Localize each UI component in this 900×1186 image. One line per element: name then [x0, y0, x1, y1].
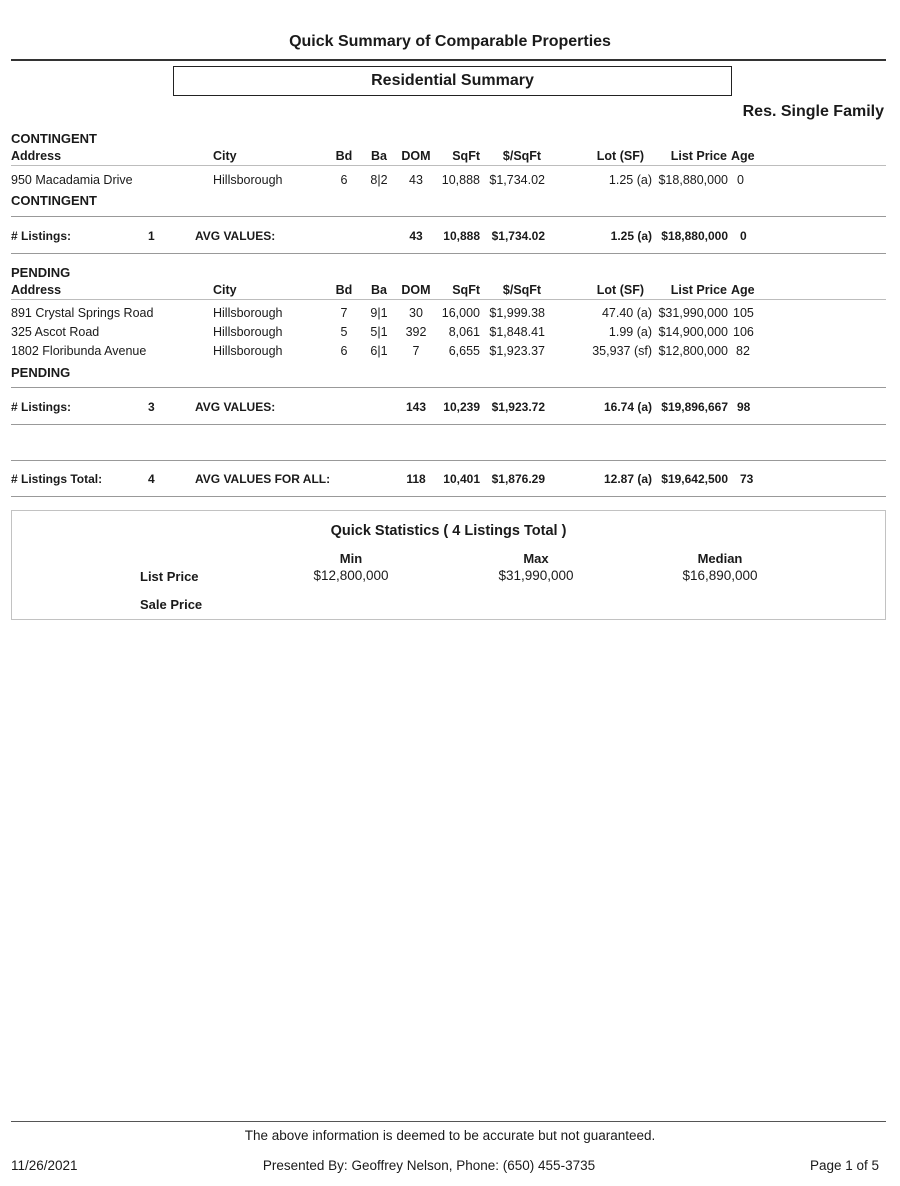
col-lot: Lot (SF): [596, 283, 644, 297]
row-sqft: 10,888: [441, 173, 480, 187]
row-price-per-sqft: $1,999.38: [489, 306, 545, 320]
table-row[interactable]: [0, 344, 900, 362]
contingent-section-label: CONTINGENT: [11, 131, 97, 146]
row-dom: 30: [409, 306, 423, 320]
section-divider: [11, 253, 886, 254]
row-list-price: $18,880,000: [658, 173, 728, 187]
contingent-footer-label: CONTINGENT: [11, 193, 97, 208]
section-divider: [11, 496, 886, 497]
row-sqft: 6,655: [448, 344, 480, 358]
col-bd: Bd: [335, 283, 353, 297]
avg-sqft: 10,401: [443, 472, 480, 486]
stat-list-price-label: List Price: [140, 569, 199, 584]
pending-footer-label: PENDING: [11, 365, 71, 380]
avg-age: 98: [737, 400, 751, 414]
row-list-price: $31,990,000: [658, 306, 728, 320]
avg-list-price: $18,880,000: [661, 229, 728, 243]
row-bd: 7: [340, 306, 348, 320]
col-city: City: [213, 283, 237, 297]
row-address: 891 Crystal Springs Road: [11, 306, 154, 320]
row-age: 82: [736, 344, 750, 358]
footer-divider: [11, 1121, 886, 1122]
col-lot: Lot (SF): [596, 149, 644, 163]
avg-sqft: 10,888: [443, 229, 480, 243]
row-ba: 9|1: [370, 306, 388, 320]
listings-count: 1: [148, 229, 155, 243]
row-city: Hillsborough: [213, 325, 283, 339]
col-age: Age: [731, 149, 755, 163]
avg-dom: 43: [409, 229, 423, 243]
avg-values-all-label: AVG VALUES FOR ALL:: [195, 472, 331, 486]
title-divider: [11, 59, 886, 61]
row-lot: 1.99 (a): [608, 325, 652, 339]
row-sqft: 16,000: [441, 306, 480, 320]
row-dom: 7: [412, 344, 420, 358]
row-bd: 5: [340, 325, 348, 339]
section-divider: [11, 460, 886, 461]
col-address: Address: [11, 149, 62, 163]
row-ba: 8|2: [370, 173, 388, 187]
row-ba: 6|1: [370, 344, 388, 358]
total-summary-row: [0, 472, 900, 490]
avg-price-per-sqft: $1,734.02: [491, 229, 545, 243]
listings-label: # Listings:: [11, 229, 72, 243]
avg-price-per-sqft: $1,923.72: [491, 400, 545, 414]
row-price-per-sqft: $1,848.41: [489, 325, 545, 339]
avg-dom: 118: [406, 472, 426, 486]
table-row[interactable]: [0, 306, 900, 324]
avg-sqft: 10,239: [443, 400, 480, 414]
row-lot: 1.25 (a): [608, 173, 652, 187]
avg-age: 0: [740, 229, 747, 243]
avg-lot: 16.74 (a): [603, 400, 652, 414]
footer-page-number: Page 1 of 5: [809, 1158, 879, 1173]
row-lot: 47.40 (a): [601, 306, 652, 320]
col-price-per-sqft: $/SqFt: [502, 149, 542, 163]
row-list-price: $14,900,000: [658, 325, 728, 339]
table-row[interactable]: [0, 325, 900, 343]
col-sqft: SqFt: [452, 283, 480, 297]
row-price-per-sqft: $1,734.02: [489, 173, 545, 187]
col-sqft: SqFt: [452, 149, 480, 163]
header-divider: [11, 299, 886, 300]
row-dom: 43: [409, 173, 423, 187]
col-list-price: List Price: [670, 149, 727, 163]
row-city: Hillsborough: [213, 173, 283, 187]
section-subtitle: Residential Summary: [173, 66, 732, 96]
avg-price-per-sqft: $1,876.29: [491, 472, 545, 486]
stat-median-header: Median: [697, 551, 743, 566]
section-divider: [11, 424, 886, 425]
listings-count: 3: [148, 400, 155, 414]
row-sqft: 8,061: [448, 325, 480, 339]
stat-sale-price-label: Sale Price: [140, 597, 203, 612]
col-city: City: [213, 149, 237, 163]
col-dom: DOM: [401, 149, 431, 163]
stat-list-max: $31,990,000: [498, 568, 574, 583]
header-divider: [11, 165, 886, 166]
section-divider: [11, 387, 886, 388]
avg-list-price: $19,896,667: [661, 400, 728, 414]
col-price-per-sqft: $/SqFt: [502, 283, 542, 297]
report-title: Quick Summary of Comparable Properties: [289, 33, 611, 50]
col-list-price: List Price: [670, 283, 727, 297]
row-age: 106: [733, 325, 754, 339]
row-dom: 392: [405, 325, 427, 339]
row-price-per-sqft: $1,923.37: [489, 344, 545, 358]
stat-list-median: $16,890,000: [682, 568, 758, 583]
quick-statistics-title: Quick Statistics ( 4 Listings Total ): [330, 523, 567, 539]
footer-disclaimer: The above information is deemed to be accurate but not guaranteed.: [244, 1128, 656, 1143]
listings-total-count: 4: [148, 472, 155, 486]
quick-statistics-box: [11, 510, 886, 620]
avg-age: 73: [740, 472, 754, 486]
col-address: Address: [11, 283, 62, 297]
row-ba: 5|1: [370, 325, 388, 339]
table-row[interactable]: [0, 173, 900, 191]
col-ba: Ba: [371, 283, 387, 297]
avg-values-label: AVG VALUES:: [195, 229, 276, 243]
col-bd: Bd: [335, 149, 353, 163]
stat-min-header: Min: [339, 551, 363, 566]
contingent-summary-row: [0, 229, 900, 247]
footer-date: 11/26/2021: [11, 1158, 78, 1173]
pending-section-label: PENDING: [11, 265, 71, 280]
avg-dom: 143: [405, 400, 427, 414]
row-address: 1802 Floribunda Avenue: [11, 344, 147, 358]
row-age: 105: [733, 306, 754, 320]
col-ba: Ba: [371, 149, 387, 163]
stat-max-header: Max: [523, 551, 549, 566]
avg-values-label: AVG VALUES:: [195, 400, 276, 414]
avg-list-price: $19,642,500: [661, 472, 728, 486]
pending-summary-row: [0, 400, 900, 418]
avg-lot: 1.25 (a): [610, 229, 652, 243]
row-lot: 35,937 (sf): [592, 344, 652, 358]
section-divider: [11, 216, 886, 217]
row-city: Hillsborough: [213, 344, 283, 358]
col-age: Age: [731, 283, 755, 297]
property-type: Res. Single Family: [742, 103, 884, 120]
row-bd: 6: [340, 344, 348, 358]
row-city: Hillsborough: [213, 306, 283, 320]
row-list-price: $12,800,000: [658, 344, 728, 358]
row-age: 0: [737, 173, 744, 187]
row-bd: 6: [340, 173, 348, 187]
avg-lot: 12.87 (a): [603, 472, 652, 486]
stat-list-min: $12,800,000: [313, 568, 389, 583]
footer-presenter: Presented By: Geoffrey Nelson, Phone: (650) 455-3735: [262, 1158, 596, 1173]
row-address: 325 Ascot Road: [11, 325, 100, 339]
row-address: 950 Macadamia Drive: [11, 173, 133, 187]
col-dom: DOM: [401, 283, 431, 297]
listings-label: # Listings:: [11, 400, 72, 414]
listings-total-label: # Listings Total:: [11, 472, 103, 486]
